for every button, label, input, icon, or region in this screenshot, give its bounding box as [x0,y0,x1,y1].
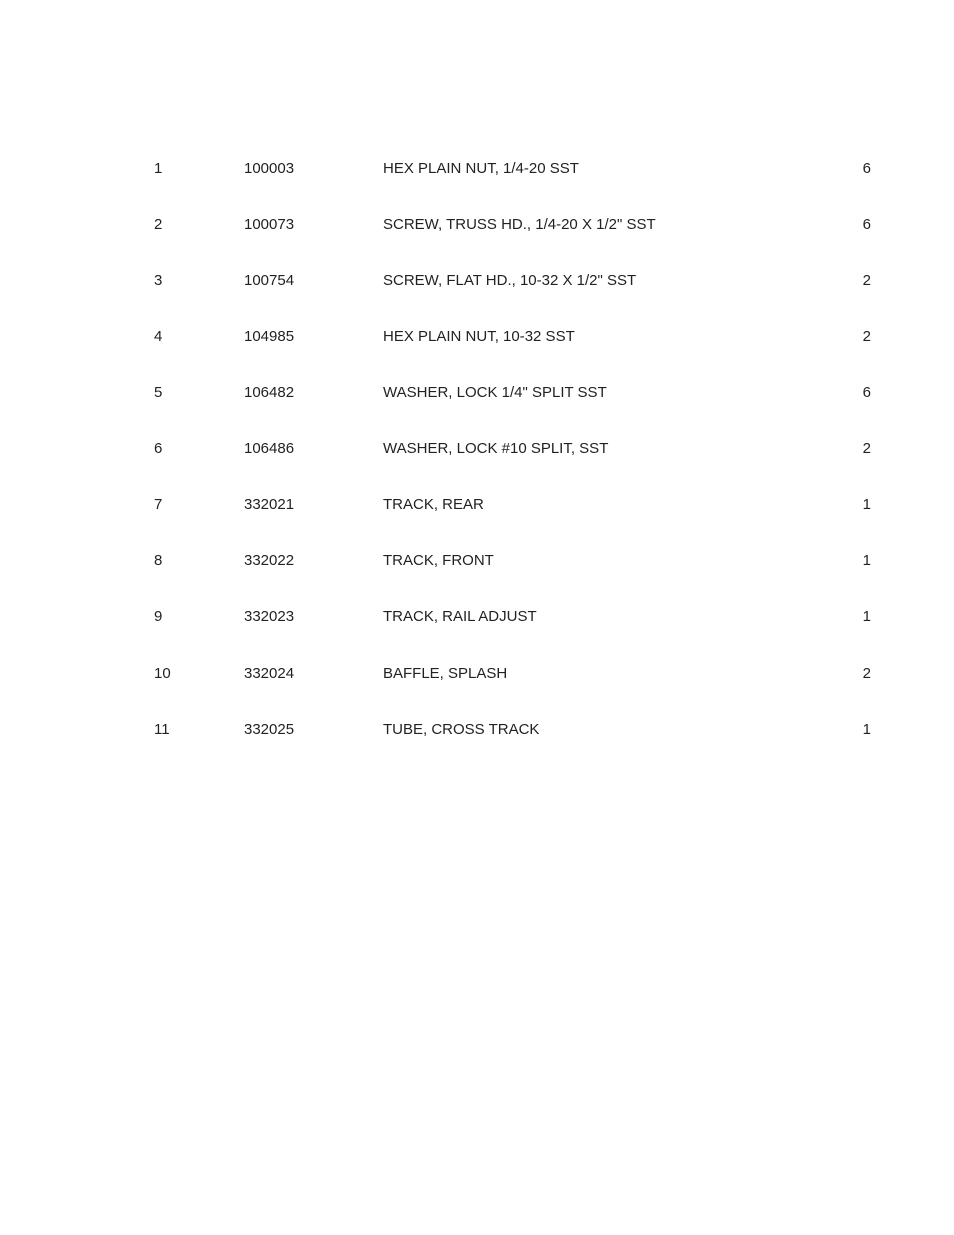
table-row [0,271,954,291]
part-number: 332025 [244,721,295,738]
part-description: WASHER, LOCK 1/4" SPLIT SST [383,384,607,401]
part-description: TUBE, CROSS TRACK [383,721,540,738]
part-description: TRACK, RAIL ADJUST [383,608,537,625]
part-number: 332024 [244,665,295,682]
item-number: 10 [154,665,171,682]
quantity: 1 [862,721,871,738]
item-number: 5 [154,384,163,401]
quantity: 2 [862,272,871,289]
table-row [0,159,954,179]
quantity: 2 [862,440,871,457]
part-number: 106486 [244,440,295,457]
item-number: 7 [154,496,163,513]
table-row [0,664,954,684]
part-description: HEX PLAIN NUT, 1/4-20 SST [383,160,579,177]
part-description: SCREW, FLAT HD., 10-32 X 1/2" SST [383,272,637,289]
table-row [0,720,954,740]
table-row [0,215,954,235]
quantity: 2 [862,328,871,345]
quantity: 2 [862,665,871,682]
item-number: 3 [154,272,163,289]
part-number: 104985 [244,328,295,345]
item-number: 2 [154,216,163,233]
part-number: 100073 [244,216,295,233]
part-description: TRACK, FRONT [383,552,494,569]
item-number: 6 [154,440,163,457]
quantity: 1 [862,552,871,569]
part-number: 332022 [244,552,295,569]
item-number: 9 [154,608,163,625]
part-number: 106482 [244,384,295,401]
part-description: TRACK, REAR [383,496,484,513]
quantity: 6 [862,384,871,401]
table-row [0,383,954,403]
table-row [0,439,954,459]
quantity: 6 [862,160,871,177]
part-description: BAFFLE, SPLASH [383,665,508,682]
part-description: HEX PLAIN NUT, 10-32 SST [383,328,575,345]
part-number: 100754 [244,272,295,289]
part-number: 332023 [244,608,295,625]
part-description: SCREW, TRUSS HD., 1/4-20 X 1/2" SST [383,216,656,233]
quantity: 1 [862,608,871,625]
quantity: 1 [862,496,871,513]
quantity: 6 [862,216,871,233]
item-number: 4 [154,328,163,345]
item-number: 8 [154,552,163,569]
item-number: 1 [154,160,163,177]
table-row [0,551,954,571]
part-number: 100003 [244,160,295,177]
table-row [0,327,954,347]
part-number: 332021 [244,496,295,513]
table-row [0,495,954,515]
part-description: WASHER, LOCK #10 SPLIT, SST [383,440,609,457]
table-row [0,607,954,627]
item-number: 11 [154,721,170,738]
